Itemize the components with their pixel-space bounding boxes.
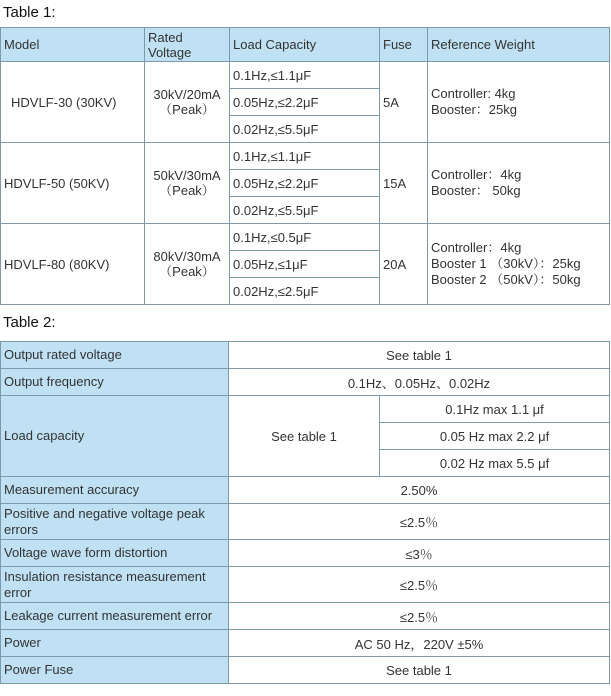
model-cell: HDVLF-30 (30KV) xyxy=(1,62,145,143)
weight-line: Booster： 50kg xyxy=(431,183,521,198)
table-row xyxy=(1,504,610,540)
header-rated-line2: Voltage xyxy=(148,44,192,60)
load-cell: 0.02Hz,≤2.5μF xyxy=(230,278,380,305)
spec-label: Measurement accuracy xyxy=(1,477,229,504)
weight-line: Booster 1 （30kV）：25kg xyxy=(431,256,581,271)
table1-model-specs xyxy=(0,27,610,305)
voltage-value: 80kV/30mA xyxy=(153,249,221,264)
table-row xyxy=(1,657,610,684)
model-cell: HDVLF-50 (50KV) xyxy=(1,143,145,224)
weight-line: Booster 2 （50kV）：50kg xyxy=(431,272,581,287)
table-row xyxy=(1,224,610,251)
spec-label: Power xyxy=(1,630,229,657)
load-cell: 0.02Hz,≤5.5μF xyxy=(230,116,380,143)
weight-cell xyxy=(428,62,610,143)
spec-value: 2.50% xyxy=(229,477,610,504)
header-reference-weight: Reference Weight xyxy=(428,28,610,62)
spec-subvalue: 0.1Hz max 1.1 μf xyxy=(380,396,610,423)
weight-cell xyxy=(428,143,610,224)
spec-value: See table 1 xyxy=(229,396,380,477)
weight-line: Booster：25kg xyxy=(431,102,517,117)
fuse-cell: 20A xyxy=(380,224,428,305)
header-load-capacity: Load Capacity xyxy=(230,28,380,62)
table-row xyxy=(1,62,610,89)
table1-caption: Table 1: xyxy=(3,4,56,21)
spec-value: ≤3％ xyxy=(229,540,610,567)
voltage-value: 50kV/30mA xyxy=(153,168,221,183)
voltage-peak: （Peak） xyxy=(159,183,215,198)
table-row xyxy=(1,342,610,369)
weight-line: Controller：4kg xyxy=(431,167,522,182)
spec-label: Leakage current measurement error xyxy=(1,603,229,630)
header-fuse: Fuse xyxy=(380,28,428,62)
spec-label: Positive and negative voltage peak errors xyxy=(1,504,229,540)
spec-label: Power Fuse xyxy=(1,657,229,684)
table-row xyxy=(1,540,610,567)
table1-header-row xyxy=(1,28,610,62)
spec-value: 0.1Hz、0.05Hz、0.02Hz xyxy=(229,369,610,396)
voltage-cell xyxy=(145,224,230,305)
voltage-cell xyxy=(145,143,230,224)
spec-label: Insulation resistance measurement error xyxy=(1,567,229,603)
table-row xyxy=(1,396,610,423)
spec-value: ≤2.5％ xyxy=(229,504,610,540)
load-cell: 0.05Hz,≤2.2μF xyxy=(230,89,380,116)
fuse-cell: 5A xyxy=(380,62,428,143)
voltage-peak: （Peak） xyxy=(159,102,215,117)
load-cell: 0.1Hz,≤1.1μF xyxy=(230,62,380,89)
spec-subvalue: 0.02 Hz max 5.5 μf xyxy=(380,450,610,477)
weight-line: Controller：4kg xyxy=(431,240,522,255)
load-cell: 0.1Hz,≤1.1μF xyxy=(230,143,380,170)
voltage-cell xyxy=(145,62,230,143)
table2-caption: Table 2: xyxy=(3,314,56,331)
weight-cell xyxy=(428,224,610,305)
spec-value: See table 1 xyxy=(229,342,610,369)
header-rated-voltage xyxy=(145,28,230,62)
table2-technical-specs xyxy=(0,341,610,684)
header-rated-line1: Rated xyxy=(148,29,183,45)
spec-value: See table 1 xyxy=(229,657,610,684)
table-row xyxy=(1,369,610,396)
spec-label: Output frequency xyxy=(1,369,229,396)
voltage-peak: （Peak） xyxy=(159,264,215,279)
spec-value: ≤2.5％ xyxy=(229,603,610,630)
header-model: Model xyxy=(1,28,145,62)
load-cell: 0.05Hz,≤1μF xyxy=(230,251,380,278)
spec-value: ≤2.5％ xyxy=(229,567,610,603)
load-cell: 0.02Hz,≤5.5μF xyxy=(230,197,380,224)
spec-label: Output rated voltage xyxy=(1,342,229,369)
spec-subvalue: 0.05 Hz max 2.2 μf xyxy=(380,423,610,450)
weight-line: Controller: 4kg xyxy=(431,86,516,101)
load-cell: 0.1Hz,≤0.5μF xyxy=(230,224,380,251)
spec-value: AC 50 Hz，220V ±5% xyxy=(229,630,610,657)
voltage-value: 30kV/20mA xyxy=(153,87,221,102)
spec-label: Load capacity xyxy=(1,396,229,477)
fuse-cell: 15A xyxy=(380,143,428,224)
load-cell: 0.05Hz,≤2.2μF xyxy=(230,170,380,197)
table-row xyxy=(1,630,610,657)
table-row xyxy=(1,477,610,504)
table-row xyxy=(1,567,610,603)
spec-label: Voltage wave form distortion xyxy=(1,540,229,567)
model-cell: HDVLF-80 (80KV) xyxy=(1,224,145,305)
table-row xyxy=(1,603,610,630)
table-row xyxy=(1,143,610,170)
